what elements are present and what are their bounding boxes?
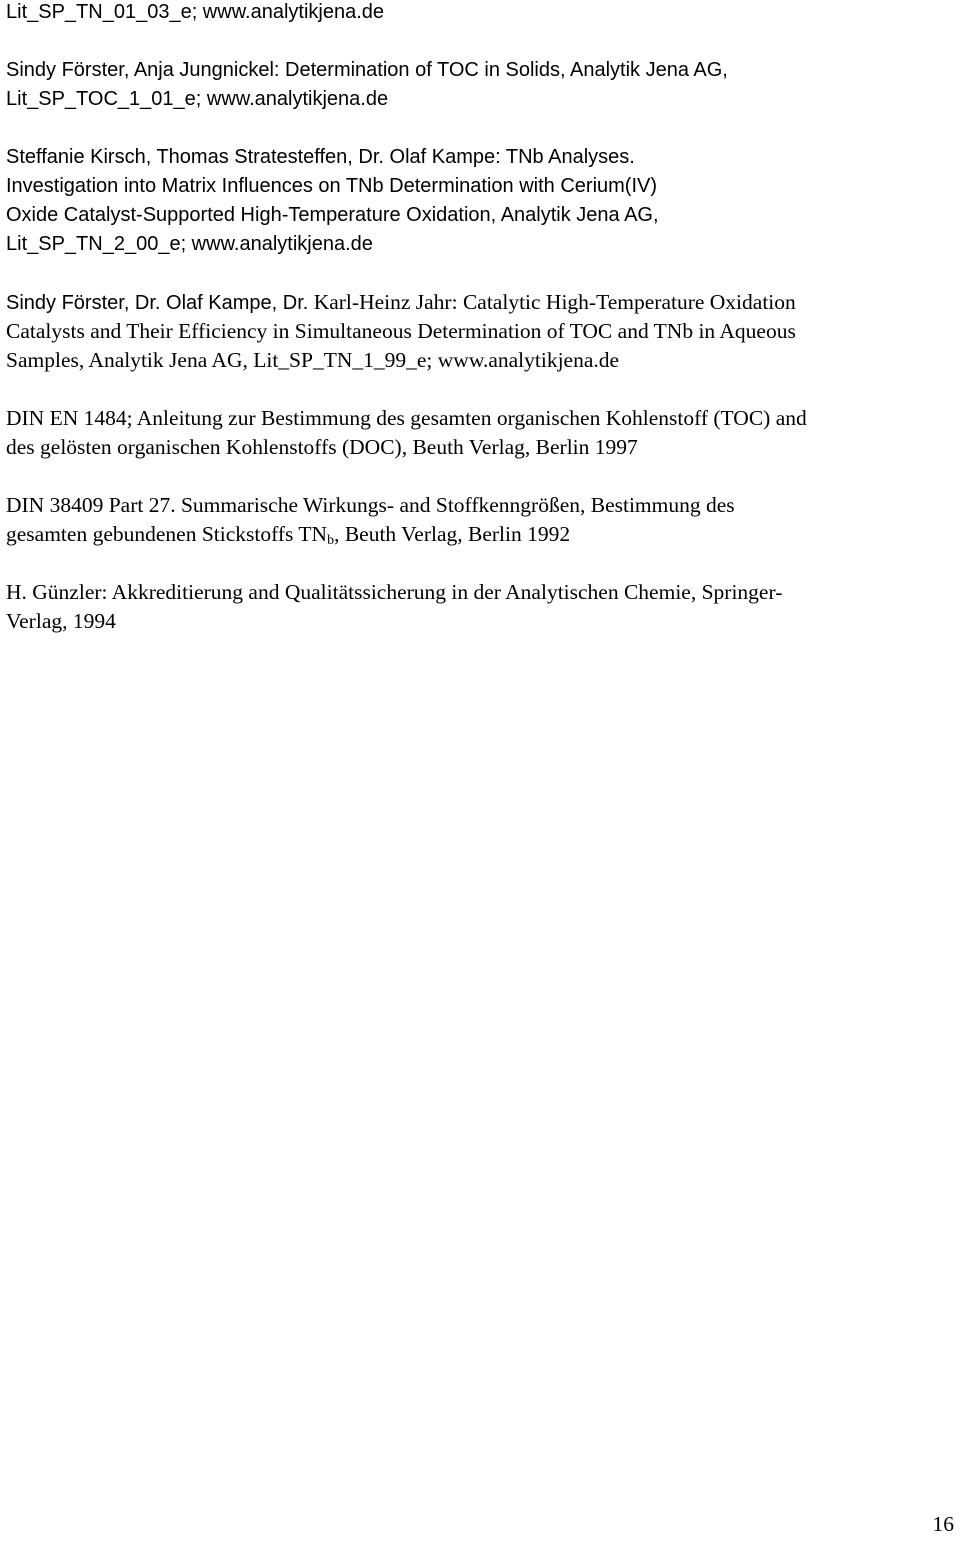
reference-text: , Beuth Verlag, Berlin 1992 bbox=[334, 522, 571, 546]
reference-line bbox=[6, 520, 954, 549]
reference-entry-4 bbox=[6, 288, 954, 375]
reference-line: Lit_SP_TN_2_00_e; www.analytikjena.de bbox=[6, 233, 373, 255]
reference-line: Lit_SP_TOC_1_01_e; www.analytikjena.de bbox=[6, 88, 389, 110]
reference-entry-5 bbox=[6, 404, 954, 462]
reference-list bbox=[6, 0, 954, 665]
reference-line: Sindy Förster, Anja Jungnickel: Determination of TOC in Solids, Analytik Jena AG, bbox=[6, 59, 728, 81]
reference-line bbox=[6, 288, 954, 317]
reference-line: Catalysts and Their Efficiency in Simultaneous Determination of TOC and TNb in Aqueous bbox=[6, 319, 796, 343]
reference-entry-7 bbox=[6, 578, 954, 636]
reference-line: Oxide Catalyst-Supported High-Temperature Oxidation, Analytik Jena AG, bbox=[6, 204, 659, 226]
page-number: 16 bbox=[932, 1512, 954, 1536]
reference-line: Verlag, 1994 bbox=[6, 609, 116, 633]
reference-entry-6 bbox=[6, 491, 954, 549]
reference-entry-1 bbox=[6, 0, 954, 27]
reference-line: des gelösten organischen Kohlenstoffs (DOC), Beuth Verlag, Berlin 1997 bbox=[6, 435, 638, 459]
reference-line: Steffanie Kirsch, Thomas Stratesteffen, Dr. Olaf Kampe: TNb Analyses. bbox=[6, 146, 635, 168]
reference-line-part-sans: Sindy Förster, Dr. Olaf Kampe, Dr. bbox=[6, 292, 309, 314]
reference-line: Samples, Analytik Jena AG, Lit_SP_TN_1_99_e; www.analytikjena.de bbox=[6, 348, 620, 372]
reference-line-part-serif: Karl-Heinz Jahr: Catalytic High-Temperature Oxidation bbox=[308, 290, 796, 314]
reference-line: H. Günzler: Akkreditierung and Qualitätssicherung in der Analytischen Chemie, Springer- bbox=[6, 580, 783, 604]
reference-line: DIN 38409 Part 27. Summarische Wirkungs- and Stoffkenngrößen, Bestimmung des bbox=[6, 493, 735, 517]
reference-line: DIN EN 1484; Anleitung zur Bestimmung des gesamten organischen Kohlenstoff (TOC) and bbox=[6, 406, 807, 430]
reference-entry-2 bbox=[6, 56, 954, 114]
reference-text: gesamten gebundenen Stickstoffs TN bbox=[6, 522, 328, 546]
reference-entry-3 bbox=[6, 143, 954, 259]
subscript-b: b bbox=[327, 533, 335, 548]
reference-line: Investigation into Matrix Influences on TNb Determination with Cerium(IV) bbox=[6, 175, 658, 197]
reference-line: Lit_SP_TN_01_03_e; www.analytikjena.de bbox=[6, 1, 385, 23]
